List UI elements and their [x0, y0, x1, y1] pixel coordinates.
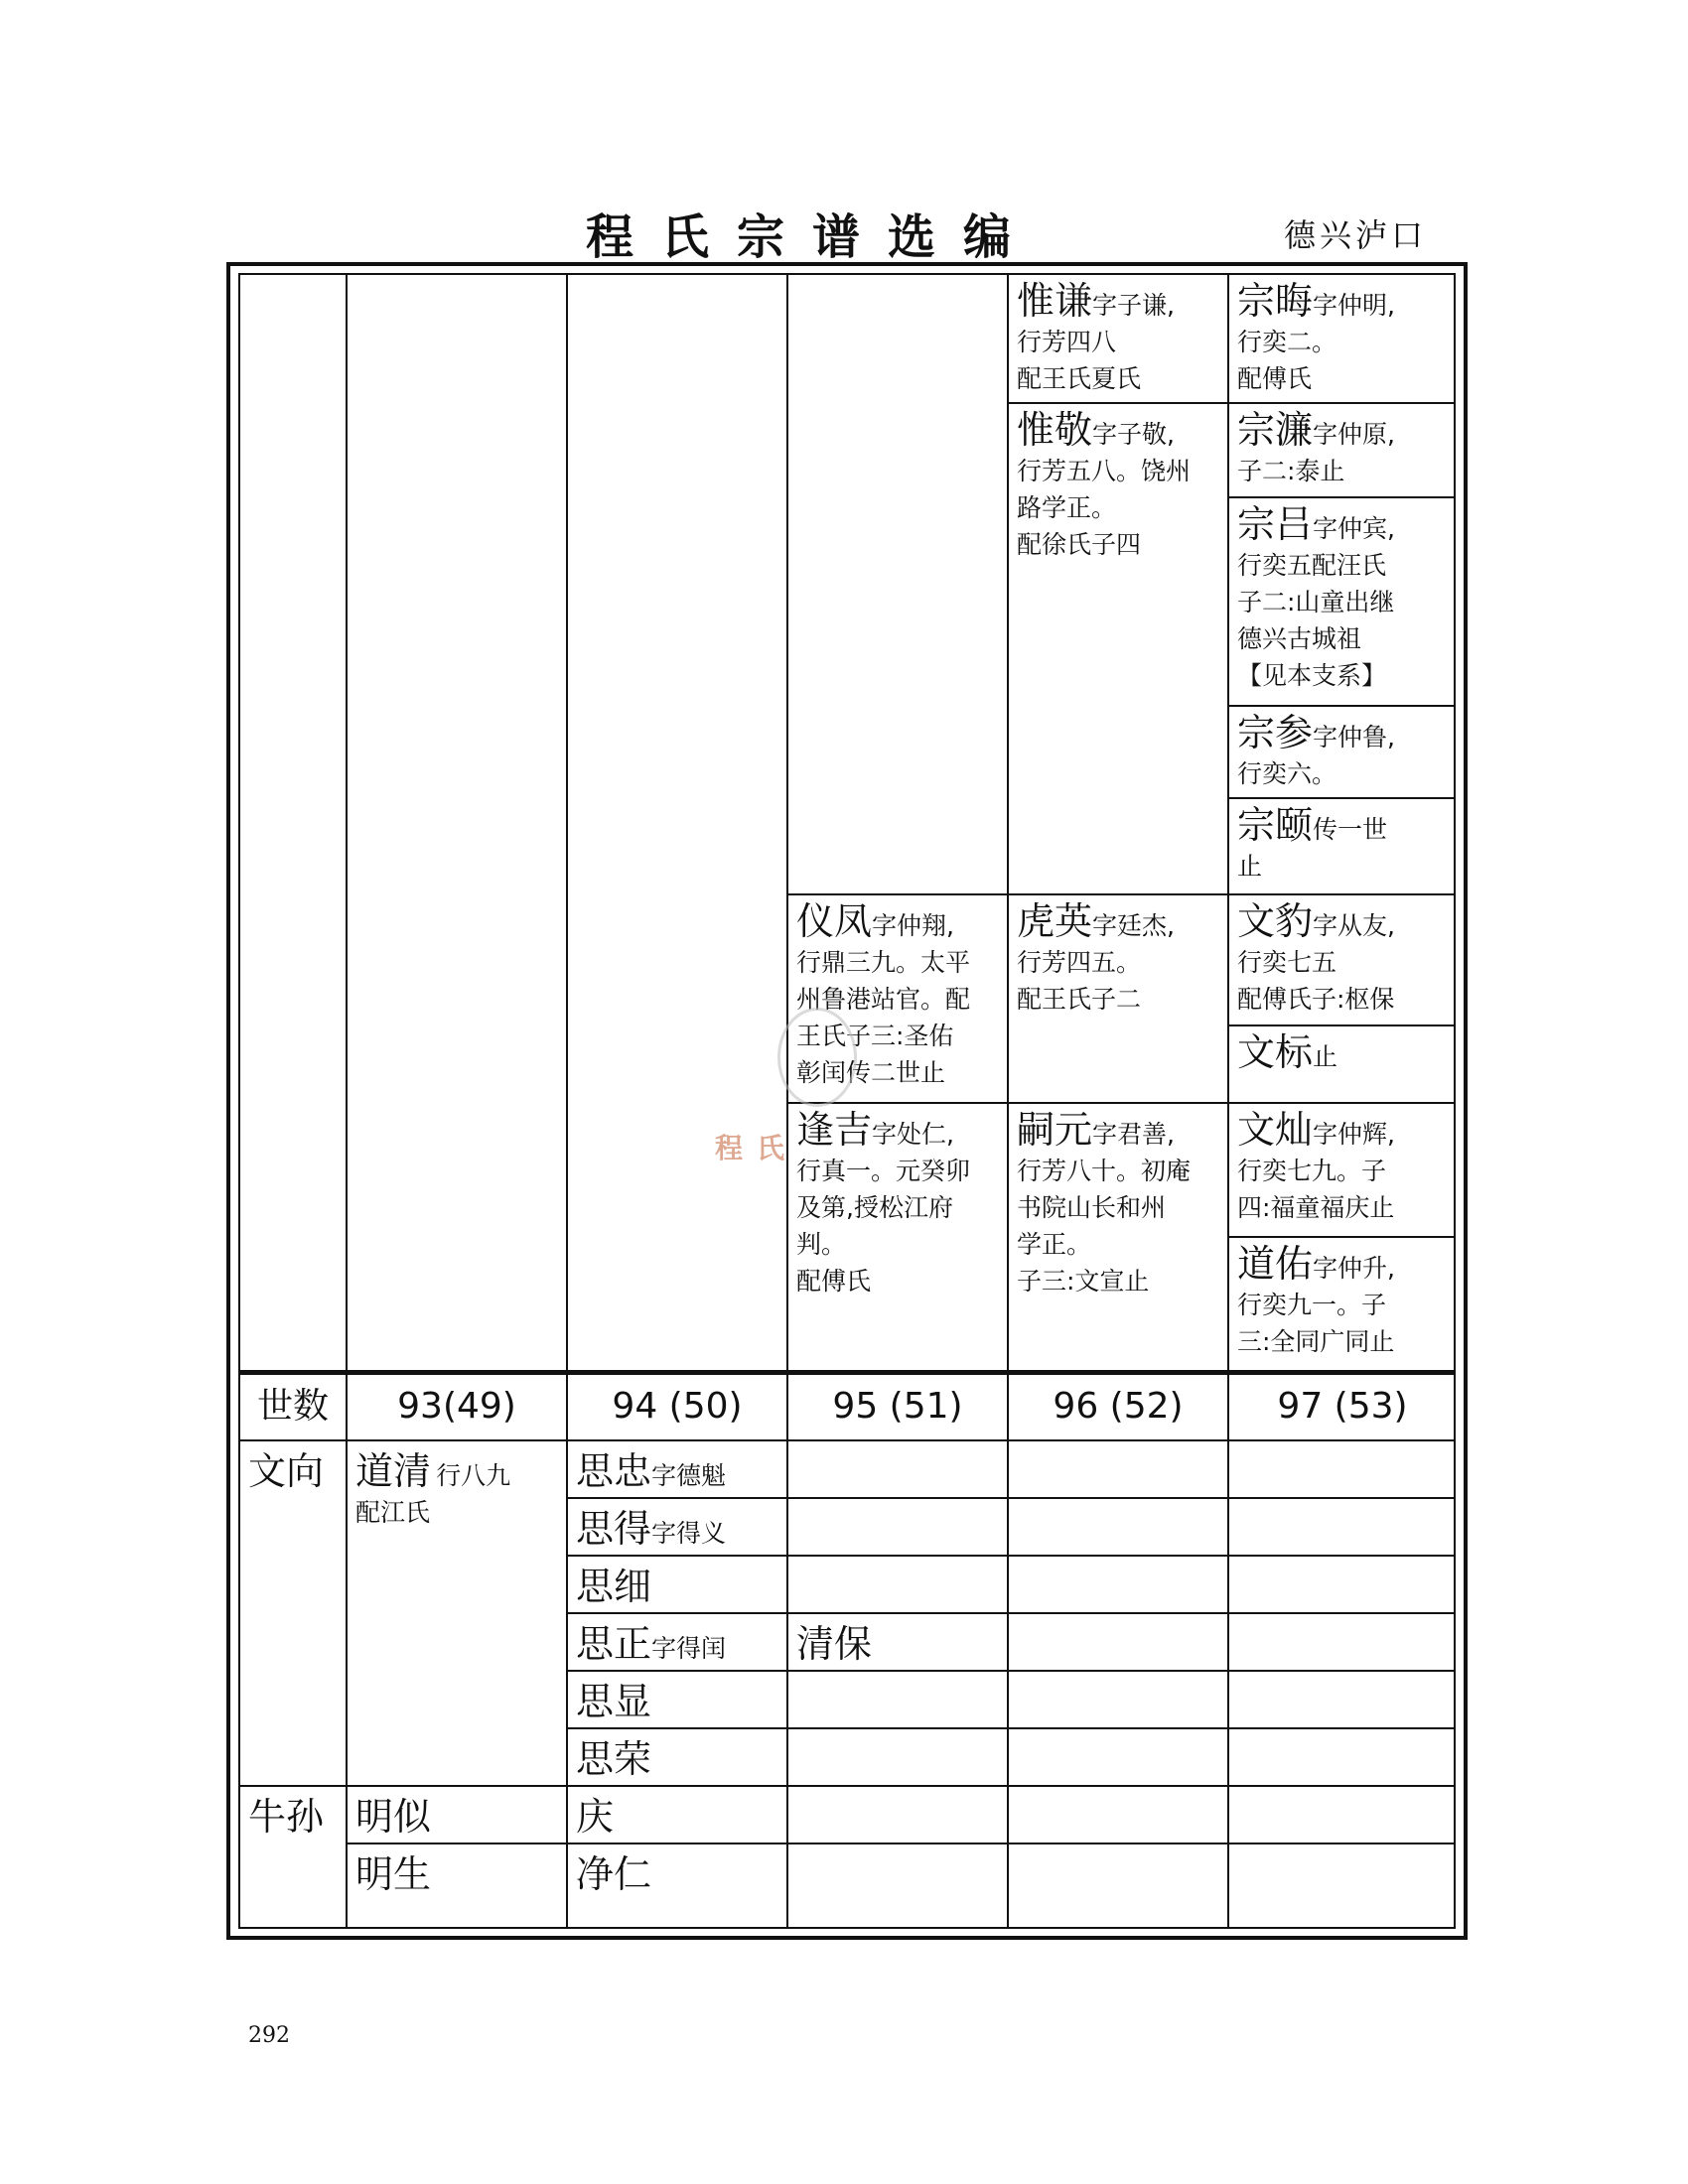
person-note: 止 — [1313, 1042, 1338, 1071]
person-entry — [1009, 895, 1227, 1102]
person-name: 思荣 — [576, 1737, 652, 1781]
generation-row-top — [238, 1370, 1456, 1375]
person-entry — [348, 1445, 566, 1535]
row-divider — [566, 1727, 1456, 1729]
person-note: 配傅氏 — [1237, 364, 1313, 393]
col-divider — [346, 273, 348, 1929]
person-name: 文灿 — [1237, 1108, 1314, 1152]
person-note: 子三:文宣止 — [1017, 1267, 1150, 1296]
person-note: 字从友, — [1313, 911, 1395, 940]
person-entry — [1229, 275, 1456, 402]
seal-text: 程氏 — [715, 1132, 799, 1164]
person-entry — [788, 1104, 1007, 1370]
person-note: 及第,授松江府 — [796, 1193, 953, 1222]
person-name: 思得 — [576, 1507, 652, 1551]
person-name: 明生 — [355, 1852, 432, 1896]
person-note: 配江氏 — [355, 1498, 431, 1527]
generation-number: 97 (53) — [1277, 1386, 1408, 1427]
person-entry — [568, 1733, 786, 1785]
person-name: 文豹 — [1237, 899, 1314, 943]
person-name: 思忠 — [576, 1449, 652, 1493]
person-note: 字仲鲁, — [1313, 723, 1395, 751]
person-note: 字君善, — [1092, 1120, 1175, 1149]
person-entry — [568, 1618, 786, 1670]
seal-stamp — [777, 1008, 857, 1107]
person-note: 子二:山童出继 — [1237, 588, 1395, 616]
person-note: 【见本支系】 — [1237, 661, 1387, 690]
person-note: 字仲升, — [1313, 1254, 1395, 1283]
person-name: 宗晦 — [1237, 279, 1314, 323]
generation-row-bottom — [238, 1439, 1456, 1441]
person-note: 字德魁 — [651, 1461, 727, 1490]
page-title: 程氏宗谱选编 — [586, 209, 1040, 265]
row-divider — [238, 1785, 1456, 1787]
person-name: 宗濂 — [1237, 408, 1314, 452]
person-entry — [1229, 498, 1456, 705]
generation-number: 93(49) — [397, 1386, 516, 1427]
person-note: 字仲翔, — [872, 911, 954, 940]
person-note: 学正。 — [1017, 1230, 1092, 1259]
person-note: 字子谦, — [1092, 291, 1175, 320]
person-note: 字廷杰, — [1092, 911, 1175, 940]
person-note: 行芳五八。饶州 — [1017, 457, 1192, 485]
person-note: 字子敬, — [1092, 420, 1175, 449]
person-entry — [1229, 1026, 1456, 1102]
person-name: 惟谦 — [1017, 279, 1093, 323]
person-note: 配徐氏子四 — [1017, 530, 1142, 559]
person-entry — [1229, 707, 1456, 797]
row-divider — [566, 1612, 1456, 1614]
person-entry — [568, 1676, 786, 1727]
person-note: 王氏子三:圣佑 — [796, 1022, 954, 1050]
person-note: 字仲原, — [1313, 420, 1395, 449]
person-name: 仪凤 — [796, 899, 873, 943]
generation-number: 95 (51) — [832, 1386, 963, 1427]
person-note: 判。 — [796, 1230, 847, 1259]
person-name: 清保 — [796, 1622, 873, 1666]
person-name: 庆 — [576, 1795, 615, 1839]
person-note: 配傅氏子:枢保 — [1237, 985, 1395, 1014]
person-entry — [1229, 1238, 1456, 1370]
person-entry — [1009, 404, 1227, 893]
person-entry — [1229, 1104, 1456, 1236]
person-name: 宗颐 — [1237, 803, 1314, 847]
person-note: 止 — [1237, 852, 1263, 881]
person-name: 宗参 — [1237, 711, 1314, 754]
person-name: 思显 — [576, 1680, 652, 1723]
person-name: 净仁 — [576, 1852, 652, 1896]
person-note: 行鼎三九。太平 — [796, 948, 971, 977]
person-entry — [1229, 404, 1456, 496]
person-note: 行奕七五 — [1237, 948, 1337, 977]
person-note: 三:全同广同止 — [1237, 1327, 1395, 1356]
person-note: 字得义 — [651, 1519, 727, 1548]
person-note: 行奕二。 — [1237, 328, 1337, 356]
person-note: 行八九 — [436, 1461, 511, 1490]
generation-label: 世数 — [256, 1386, 329, 1427]
person-note: 字仲明, — [1313, 291, 1395, 320]
person-note: 字仲辉, — [1313, 1120, 1395, 1149]
person-note: 行奕七九。子 — [1237, 1157, 1387, 1185]
person-note: 配傅氏 — [796, 1267, 872, 1296]
branch-label: 牛孙 — [248, 1795, 325, 1839]
generation-number: 96 (52) — [1053, 1386, 1184, 1427]
person-note: 州鲁港站官。配 — [796, 985, 971, 1014]
person-entry — [1009, 275, 1227, 402]
row-divider — [566, 1670, 1456, 1672]
person-name: 宗吕 — [1237, 502, 1314, 546]
row-divider — [566, 1497, 1456, 1499]
person-note: 行芳四八 — [1017, 328, 1117, 356]
person-entry — [1229, 895, 1456, 1024]
person-note: 行真一。元癸卯 — [796, 1157, 971, 1185]
person-name: 思正 — [576, 1622, 652, 1666]
person-note: 传一世 — [1313, 815, 1388, 844]
person-name: 虎英 — [1017, 899, 1093, 943]
person-note: 路学正。 — [1017, 493, 1117, 522]
person-entry — [568, 1503, 786, 1555]
person-name: 道佑 — [1237, 1242, 1314, 1286]
person-entry — [1009, 1104, 1227, 1370]
person-note: 德兴古城祖 — [1237, 624, 1362, 653]
person-note: 配王氏夏氏 — [1017, 364, 1142, 393]
location-label: 德兴泸口 — [1284, 216, 1428, 254]
person-entry — [1229, 799, 1456, 893]
person-note: 字得闰 — [651, 1634, 727, 1663]
person-name: 思细 — [576, 1565, 652, 1608]
person-name: 文标 — [1237, 1030, 1314, 1074]
branch-label: 文向 — [248, 1449, 325, 1493]
person-note: 彰闰传二世止 — [796, 1058, 946, 1087]
person-note: 行奕六。 — [1237, 759, 1337, 788]
generation-number: 94 (50) — [612, 1386, 743, 1427]
row-divider — [566, 1555, 1456, 1557]
person-name: 明似 — [355, 1795, 432, 1839]
person-note: 四:福童福庆止 — [1237, 1193, 1395, 1222]
person-note: 行奕九一。子 — [1237, 1291, 1387, 1319]
page-number: 292 — [248, 2023, 290, 2048]
person-note: 配王氏子二 — [1017, 985, 1142, 1014]
person-name: 逢吉 — [796, 1108, 873, 1152]
person-note: 字仲宾, — [1313, 514, 1395, 543]
person-name: 嗣元 — [1017, 1108, 1093, 1152]
person-name: 惟敬 — [1017, 408, 1093, 452]
person-entry — [568, 1445, 786, 1497]
person-entry — [568, 1561, 786, 1612]
person-name: 道清 — [355, 1449, 432, 1493]
person-note: 行芳八十。初庵 — [1017, 1157, 1192, 1185]
person-note: 行奕五配汪氏 — [1237, 551, 1387, 580]
person-note: 子二:泰止 — [1237, 457, 1345, 485]
person-note: 书院山长和州 — [1017, 1193, 1167, 1222]
person-note: 字处仁, — [872, 1120, 954, 1149]
row-divider — [346, 1843, 1456, 1844]
person-note: 行芳四五。 — [1017, 948, 1142, 977]
